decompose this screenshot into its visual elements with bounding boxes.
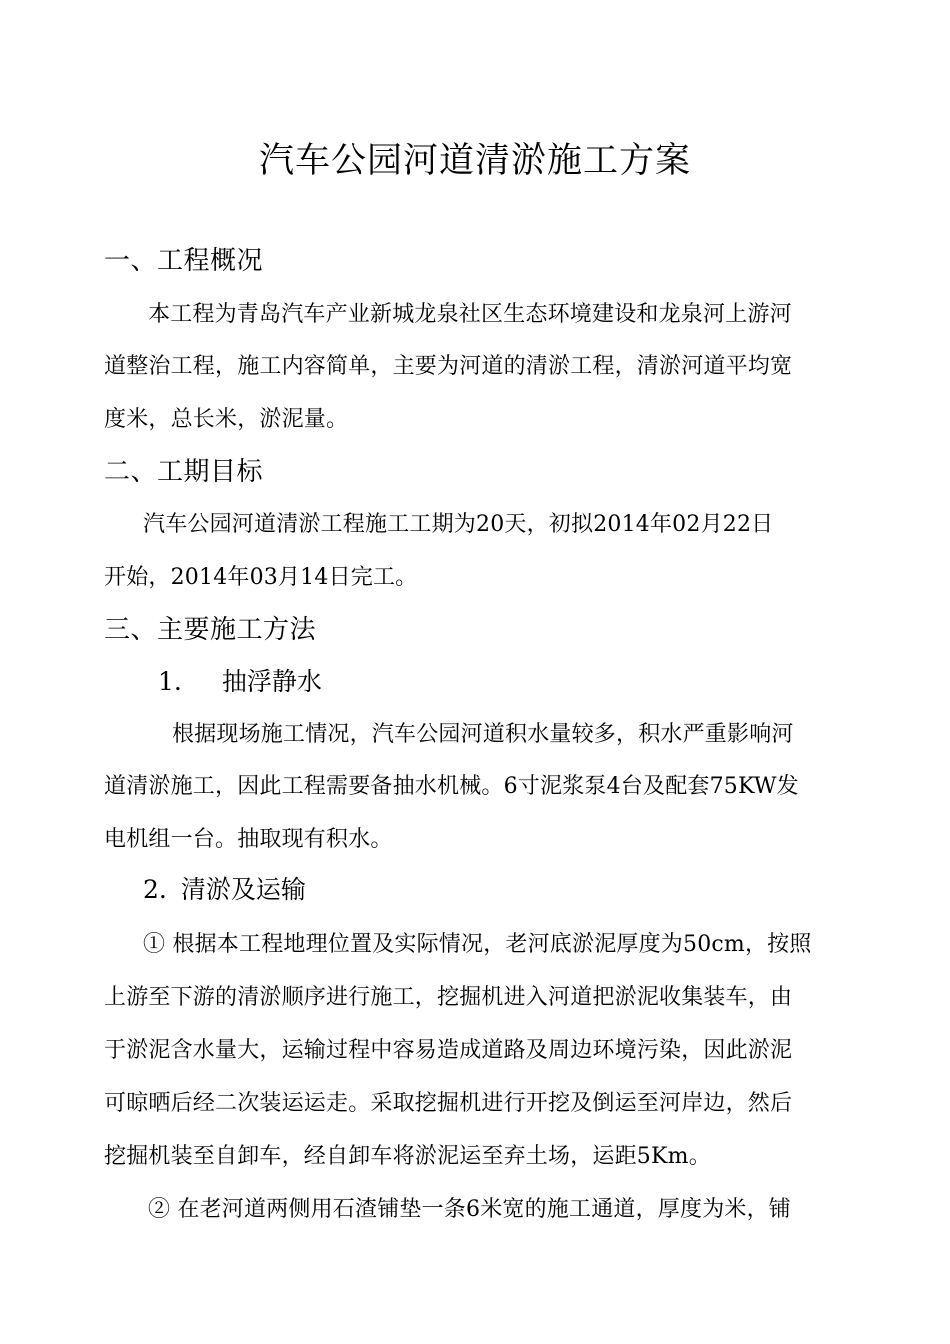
paragraph-line: 电机组一台。抽取现有积水。	[104, 827, 393, 852]
subheading-pumping	[158, 662, 322, 702]
section-heading-overview: 一、工程概况	[104, 246, 264, 276]
paragraph-line: 道整治工程，施工内容简单，主要为河道的清淤工程，清淤河道平均宽	[104, 354, 793, 379]
paragraph-line: 挖掘机装至自卸车，经自卸车将淤泥运至弃土场，运距5Km。	[104, 1144, 711, 1169]
paragraph-line: ① 根据本工程地理位置及实际情况，老河底淤泥厚度为50cm，按照	[143, 932, 812, 957]
paragraph-line: 汽车公园河道清淤工程施工工期为20天，初拟2014年02月22日	[143, 512, 774, 537]
subheading-label: 清淤及运输	[180, 875, 306, 904]
section-heading-methods: 三、主要施工方法	[104, 615, 317, 645]
subheading-number: 1.	[158, 667, 182, 696]
paragraph-line: ② 在老河道两侧用石渣铺垫一条6米宽的施工通道，厚度为米，铺	[148, 1197, 791, 1222]
paragraph-line: 根据现场施工情况，汽车公园河道积水量较多，积水严重影响河	[172, 722, 794, 747]
subheading-label: 抽浮静水	[221, 667, 322, 696]
paragraph-line: 道清淤施工，因此工程需要备抽水机械。6寸泥浆泵4台及配套75KW发	[104, 774, 799, 799]
paragraph-line: 上游至下游的清淤顺序进行施工，挖掘机进入河道把淤泥收集装车，由	[104, 985, 793, 1010]
paragraph-line: 于淤泥含水量大，运输过程中容易造成道路及周边环境污染，因此淤泥	[104, 1038, 793, 1063]
section-heading-schedule: 二、工期目标	[104, 457, 264, 487]
paragraph-line: 可晾晒后经二次装运运走。采取挖掘机进行开挖及倒运至河岸边，然后	[104, 1091, 793, 1116]
subheading-number: 2.	[143, 875, 167, 904]
paragraph-line: 本工程为青岛汽车产业新城龙泉社区生态环境建设和龙泉河上游河	[148, 302, 792, 327]
paragraph-line: 度米，总长米，淤泥量。	[104, 407, 349, 432]
subheading-dredging	[143, 870, 306, 910]
paragraph-line: 开始，2014年03月14日完工。	[104, 565, 418, 590]
document-title: 汽车公园河道清淤施工方案	[258, 141, 691, 181]
